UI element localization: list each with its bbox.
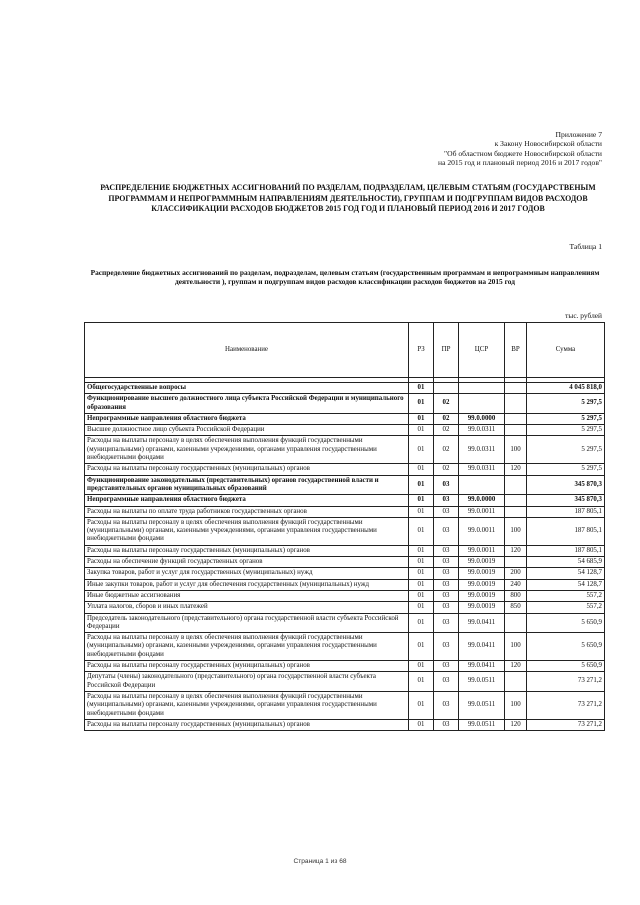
cell-name: Расходы на выплаты персоналу в целях обеспечения выполнения функций государственными (муниципальными) органами, казенными учреждениями, органами управления государственными внебюджетными фондами (85, 517, 409, 545)
table-row (85, 495, 605, 506)
table-number: Таблица 1 (569, 242, 602, 251)
cell-vr: 100 (505, 517, 527, 545)
cell-sum: 5 297,5 (527, 436, 605, 464)
document-title: РАСПРЕДЕЛЕНИЕ БЮДЖЕТНЫХ АССИГНОВАНИЙ ПО РАЗДЕЛАМ, ПОДРАЗДЕЛАМ, ЦЕЛЕВЫМ СТАТЬЯМ (ГОСУДАРСТВЕНЫМ ПРОГРАММАМ И НЕПРОГРАММНЫМ НАПРАВЛЕНИЯМ ДЕЯТЕЛЬНОСТИ), ГРУППАМ И ПОДГРУППАМ ВИДОВ РАСХОДОВ КЛАССИФИКАЦИИ РАСХОДОВ БЮДЖЕТОВ 2015 ГОД ГОД И ПЛАНОВЫЙ ПЕРИОД 2016 И 2017 ГОДОВ (100, 183, 596, 214)
cell-csr: 99.0.0019 (459, 590, 505, 601)
cell-rz: 01 (409, 590, 434, 601)
cell-rz: 01 (409, 506, 434, 517)
cell-vr (505, 413, 527, 424)
table-body (85, 378, 605, 731)
cell-vr: 120 (505, 719, 527, 730)
cell-pr: 03 (434, 557, 459, 568)
cell-rz: 01 (409, 672, 434, 692)
cell-pr: 03 (434, 633, 459, 661)
cell-name: Председатель законодательного (представительного) органа государственной власти субъекта Российской Федерации (85, 613, 409, 633)
cell-name: Иные бюджетные ассигнования (85, 590, 409, 601)
cell-pr: 03 (434, 602, 459, 613)
cell-vr: 100 (505, 633, 527, 661)
table-row (85, 661, 605, 672)
appendix-line: на 2015 год и плановый период 2016 и 2017 годов" (438, 158, 602, 168)
cell-rz: 01 (409, 557, 434, 568)
cell-csr: 99.0.0019 (459, 568, 505, 579)
cell-name: Расходы на обеспечение функций государственных органов (85, 557, 409, 568)
appendix-line: к Закону Новосибирской области (494, 139, 602, 149)
cell-name: Расходы на выплаты персоналу государственных (муниципальных) органов (85, 661, 409, 672)
cell-pr: 02 (434, 413, 459, 424)
table-row (85, 719, 605, 730)
cell-rz: 01 (409, 464, 434, 475)
cell-pr: 03 (434, 661, 459, 672)
cell-sum: 345 870,3 (527, 475, 605, 495)
table-row (85, 672, 605, 692)
cell-sum: 5 297,5 (527, 394, 605, 414)
cell-csr: 99.0.0511 (459, 691, 505, 719)
cell-csr: 99.0.0011 (459, 545, 505, 556)
table-row (85, 383, 605, 394)
cell-sum: 187 805,1 (527, 506, 605, 517)
cell-pr: 03 (434, 495, 459, 506)
cell-sum: 5 650,9 (527, 633, 605, 661)
cell-name: Иные закупки товаров, работ и услуг для обеспечения государственных (муниципальных) нужд (85, 579, 409, 590)
cell-pr: 03 (434, 590, 459, 601)
cell-vr: 800 (505, 590, 527, 601)
cell-vr (505, 506, 527, 517)
table-header-row (85, 323, 605, 378)
cell-pr: 03 (434, 568, 459, 579)
cell-rz: 01 (409, 661, 434, 672)
cell-rz: 01 (409, 568, 434, 579)
cell-vr (505, 613, 527, 633)
table-row (85, 590, 605, 601)
cell-pr: 03 (434, 517, 459, 545)
cell-vr: 850 (505, 602, 527, 613)
cell-csr (459, 394, 505, 414)
cell-sum: 557,2 (527, 602, 605, 613)
cell-vr: 120 (505, 464, 527, 475)
cell-vr (505, 475, 527, 495)
cell-rz: 01 (409, 691, 434, 719)
cell-rz: 01 (409, 413, 434, 424)
cell-vr (505, 425, 527, 436)
cell-vr (505, 672, 527, 692)
column-header-name: Наименование (85, 323, 409, 378)
table-row (85, 691, 605, 719)
cell-csr: 99.0.0411 (459, 661, 505, 672)
cell-pr: 03 (434, 579, 459, 590)
cell-sum: 73 271,2 (527, 719, 605, 730)
cell-vr: 100 (505, 436, 527, 464)
column-header-csr: ЦСР (459, 323, 505, 378)
table-row (85, 545, 605, 556)
table-row (85, 613, 605, 633)
cell-rz: 01 (409, 383, 434, 394)
cell-name: Функционирование законодательных (представительных) органов государственной власти и представительных органов муниципальных образований (85, 475, 409, 495)
cell-csr: 99.0.0019 (459, 557, 505, 568)
cell-vr (505, 394, 527, 414)
cell-csr: 99.0.0011 (459, 506, 505, 517)
table-row (85, 413, 605, 424)
cell-csr: 99.0.0411 (459, 613, 505, 633)
cell-sum: 54 685,9 (527, 557, 605, 568)
units-label: тыс. рублей (565, 311, 602, 320)
cell-rz: 01 (409, 436, 434, 464)
cell-name: Непрограммные направления областного бюджета (85, 413, 409, 424)
cell-rz: 01 (409, 613, 434, 633)
cell-vr: 120 (505, 661, 527, 672)
cell-name: Расходы на выплаты персоналу в целях обеспечения выполнения функций государственными (муниципальными) органами, казенными учреждениями, органами управления государственными внебюджетными фондами (85, 436, 409, 464)
cell-rz: 01 (409, 545, 434, 556)
cell-rz: 01 (409, 602, 434, 613)
cell-name: Высшее должностное лицо субъекта Российской Федерации (85, 425, 409, 436)
cell-pr: 03 (434, 719, 459, 730)
cell-vr: 120 (505, 545, 527, 556)
cell-sum: 345 870,3 (527, 495, 605, 506)
cell-name: Общегосударственные вопросы (85, 383, 409, 394)
cell-name: Функционирование высшего должностного лица субъекта Российской Федерации и муниципального образования (85, 394, 409, 414)
cell-csr (459, 475, 505, 495)
cell-csr: 99.0.0511 (459, 672, 505, 692)
cell-sum: 5 297,5 (527, 464, 605, 475)
cell-pr: 02 (434, 425, 459, 436)
cell-pr: 03 (434, 613, 459, 633)
cell-pr (434, 383, 459, 394)
cell-csr: 99.0.0511 (459, 719, 505, 730)
column-header-rz: РЗ (409, 323, 434, 378)
cell-sum: 5 297,5 (527, 425, 605, 436)
cell-name: Уплата налогов, сборов и иных платежей (85, 602, 409, 613)
table-row (85, 425, 605, 436)
table-row (85, 633, 605, 661)
cell-sum: 557,2 (527, 590, 605, 601)
page-footer: Страница 1 из 68 (293, 858, 347, 865)
table-row (85, 568, 605, 579)
cell-name: Расходы на выплаты персоналу государственных (муниципальных) органов (85, 719, 409, 730)
cell-csr: 99.0.0019 (459, 579, 505, 590)
cell-name: Непрограммные направления областного бюджета (85, 495, 409, 506)
cell-vr: 100 (505, 691, 527, 719)
cell-pr: 02 (434, 394, 459, 414)
cell-csr: 99.0.0019 (459, 602, 505, 613)
cell-rz: 01 (409, 394, 434, 414)
cell-name: Расходы на выплаты по оплате труда работников государственных органов (85, 506, 409, 517)
cell-csr (459, 383, 505, 394)
cell-name: Депутаты (члены) законодательного (представительного) органа государственной власти субъекта Российской Федерации (85, 672, 409, 692)
cell-vr (505, 557, 527, 568)
table-row (85, 475, 605, 495)
table-row (85, 394, 605, 414)
cell-pr: 03 (434, 691, 459, 719)
cell-sum: 5 297,5 (527, 413, 605, 424)
cell-sum: 187 805,1 (527, 517, 605, 545)
cell-pr: 02 (434, 464, 459, 475)
table-row (85, 579, 605, 590)
cell-pr: 03 (434, 475, 459, 495)
cell-rz: 01 (409, 425, 434, 436)
cell-vr (505, 495, 527, 506)
table-row (85, 557, 605, 568)
cell-csr: 99.0.0311 (459, 425, 505, 436)
cell-sum: 73 271,2 (527, 672, 605, 692)
cell-rz: 01 (409, 633, 434, 661)
cell-csr: 99.0.0000 (459, 495, 505, 506)
cell-name: Закупка товаров, работ и услуг для государственных (муниципальных) нужд (85, 568, 409, 579)
cell-sum: 187 805,1 (527, 545, 605, 556)
cell-rz: 01 (409, 475, 434, 495)
cell-sum: 5 650,9 (527, 661, 605, 672)
cell-vr: 200 (505, 568, 527, 579)
appendix-line: "Об областном бюджете Новосибирской области (444, 148, 602, 158)
cell-rz: 01 (409, 517, 434, 545)
cell-rz: 01 (409, 495, 434, 506)
cell-csr: 99.0.0311 (459, 436, 505, 464)
cell-rz: 01 (409, 719, 434, 730)
cell-sum: 4 045 818,0 (527, 383, 605, 394)
appendix-header (302, 130, 602, 168)
cell-pr: 03 (434, 506, 459, 517)
cell-sum: 54 128,7 (527, 579, 605, 590)
table-row (85, 436, 605, 464)
cell-sum: 5 650,9 (527, 613, 605, 633)
cell-name: Расходы на выплаты персоналу государственных (муниципальных) органов (85, 545, 409, 556)
cell-csr: 99.0.0000 (459, 413, 505, 424)
cell-csr: 99.0.0311 (459, 464, 505, 475)
cell-name: Расходы на выплаты персоналу в целях обеспечения выполнения функций государственными (муниципальными) органами, казенными учреждениями, органами управления государственными внебюджетными фондами (85, 633, 409, 661)
cell-rz: 01 (409, 579, 434, 590)
cell-pr: 02 (434, 436, 459, 464)
budget-table (84, 322, 605, 731)
table-row (85, 464, 605, 475)
table-row (85, 506, 605, 517)
table-row (85, 602, 605, 613)
cell-csr: 99.0.0011 (459, 517, 505, 545)
cell-sum: 54 128,7 (527, 568, 605, 579)
cell-pr: 03 (434, 672, 459, 692)
cell-sum: 73 271,2 (527, 691, 605, 719)
table-row (85, 517, 605, 545)
table-subtitle: Распределение бюджетных ассигнований по разделам, подразделам, целевым статьям (государственным программам и непрограммным направлениям деятельности ), группам и подгруппам видов расходов классификации расходов бюджетов на 2015 год (90, 268, 600, 287)
cell-pr: 03 (434, 545, 459, 556)
column-header-sum: Сумма (527, 323, 605, 378)
appendix-line: Приложение 7 (555, 130, 602, 139)
cell-name: Расходы на выплаты персоналу в целях обеспечения выполнения функций государственными (муниципальными) органами, казенными учреждениями, органами управления государственными внебюджетными фондами (85, 691, 409, 719)
cell-csr: 99.0.0411 (459, 633, 505, 661)
cell-vr (505, 383, 527, 394)
column-header-pr: ПР (434, 323, 459, 378)
column-header-vr: ВР (505, 323, 527, 378)
cell-name: Расходы на выплаты персоналу государственных (муниципальных) органов (85, 464, 409, 475)
cell-vr: 240 (505, 579, 527, 590)
